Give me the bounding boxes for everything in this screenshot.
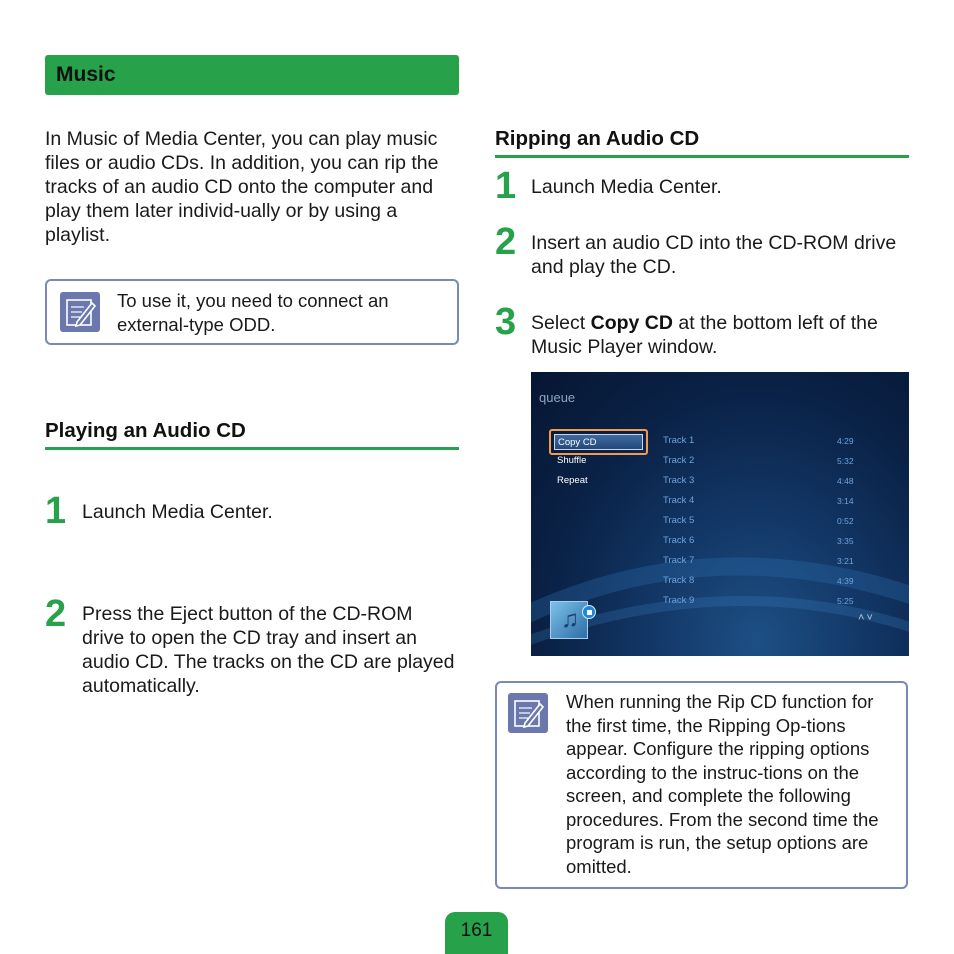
step-text-post: at the bottom left of the Music Player window. <box>531 312 878 358</box>
intro-paragraph: In Music of Media Center, you can play music files or audio CDs. In addition, you can rip the tracks of an audio CD onto the computer and play them later individ-ually or by using a playlist. <box>45 128 439 246</box>
track-name[interactable]: Track 8 <box>663 575 695 586</box>
track-time: 3:35 <box>837 536 854 546</box>
track-time: 4:48 <box>837 476 854 486</box>
step-number: 2 <box>495 221 517 263</box>
track-name[interactable]: Track 7 <box>663 555 695 566</box>
track-name[interactable]: Track 1 <box>663 435 695 446</box>
section-header <box>45 55 459 95</box>
chevron-down-icon[interactable]: ˅ <box>866 612 875 624</box>
page-number: 161 <box>445 912 508 954</box>
step-text: Insert an audio CD into the CD-ROM drive and play the CD. <box>531 232 897 278</box>
track-name[interactable]: Track 4 <box>663 495 695 506</box>
track-name[interactable]: Track 6 <box>663 535 695 546</box>
music-note-icon: ♫ <box>550 601 588 639</box>
step-text-pre: Select <box>531 312 591 334</box>
step-number: 3 <box>495 301 517 343</box>
step-number: 1 <box>495 165 517 207</box>
track-name[interactable]: Track 3 <box>663 475 695 486</box>
pencil-note-icon <box>508 693 548 733</box>
copy-cd-button[interactable] <box>549 429 648 455</box>
track-time: 4:29 <box>837 436 854 446</box>
step-text: Launch Media Center. <box>531 176 722 198</box>
track-time: 4:39 <box>837 576 854 586</box>
queue-title: queue <box>539 390 576 405</box>
track-name[interactable]: Track 2 <box>663 455 695 466</box>
copy-cd-label: Copy CD <box>554 434 643 450</box>
pencil-note-icon <box>60 292 100 332</box>
note-text: When running the Rip CD function for the first time, the Ripping Op-tions appear. Configure the ripping options according to the instruc-tions on the screen, and complete the following procedures. From the second time the program is run, the setup options are omitted. <box>566 691 879 877</box>
step-text: Launch Media Center. <box>82 501 273 523</box>
track-name[interactable]: Track 9 <box>663 595 695 606</box>
note-box-ripping <box>495 681 908 889</box>
step-text: Press the Eject button of the CD-ROM drive to open the CD tray and insert an audio CD. The tracks on the CD are played automatically. <box>82 603 455 697</box>
stop-icon[interactable] <box>582 605 596 619</box>
copy-cd-emphasis: Copy CD <box>590 312 673 334</box>
track-time: 5:32 <box>837 456 854 466</box>
subheading-playing: Playing an Audio CD <box>45 419 459 450</box>
repeat-button[interactable]: Repeat <box>557 475 588 486</box>
track-time: 5:25 <box>837 596 854 606</box>
step-number: 1 <box>45 490 67 532</box>
track-time: 3:21 <box>837 556 854 566</box>
track-name[interactable]: Track 5 <box>663 515 695 526</box>
note-box-odd <box>45 279 459 345</box>
media-center-screenshot <box>531 372 909 656</box>
shuffle-button[interactable]: Shuffle <box>557 455 587 466</box>
track-time: 0:52 <box>837 516 854 526</box>
scroll-arrows[interactable] <box>858 612 875 624</box>
step-number: 2 <box>45 593 67 635</box>
step-text <box>531 311 909 359</box>
track-time: 3:14 <box>837 496 854 506</box>
subheading-ripping: Ripping an Audio CD <box>495 127 909 158</box>
note-text: To use it, you need to connect an external-type ODD. <box>117 290 389 335</box>
chevron-up-icon[interactable]: ˄ <box>858 612 867 624</box>
section-title: Music <box>56 63 116 86</box>
